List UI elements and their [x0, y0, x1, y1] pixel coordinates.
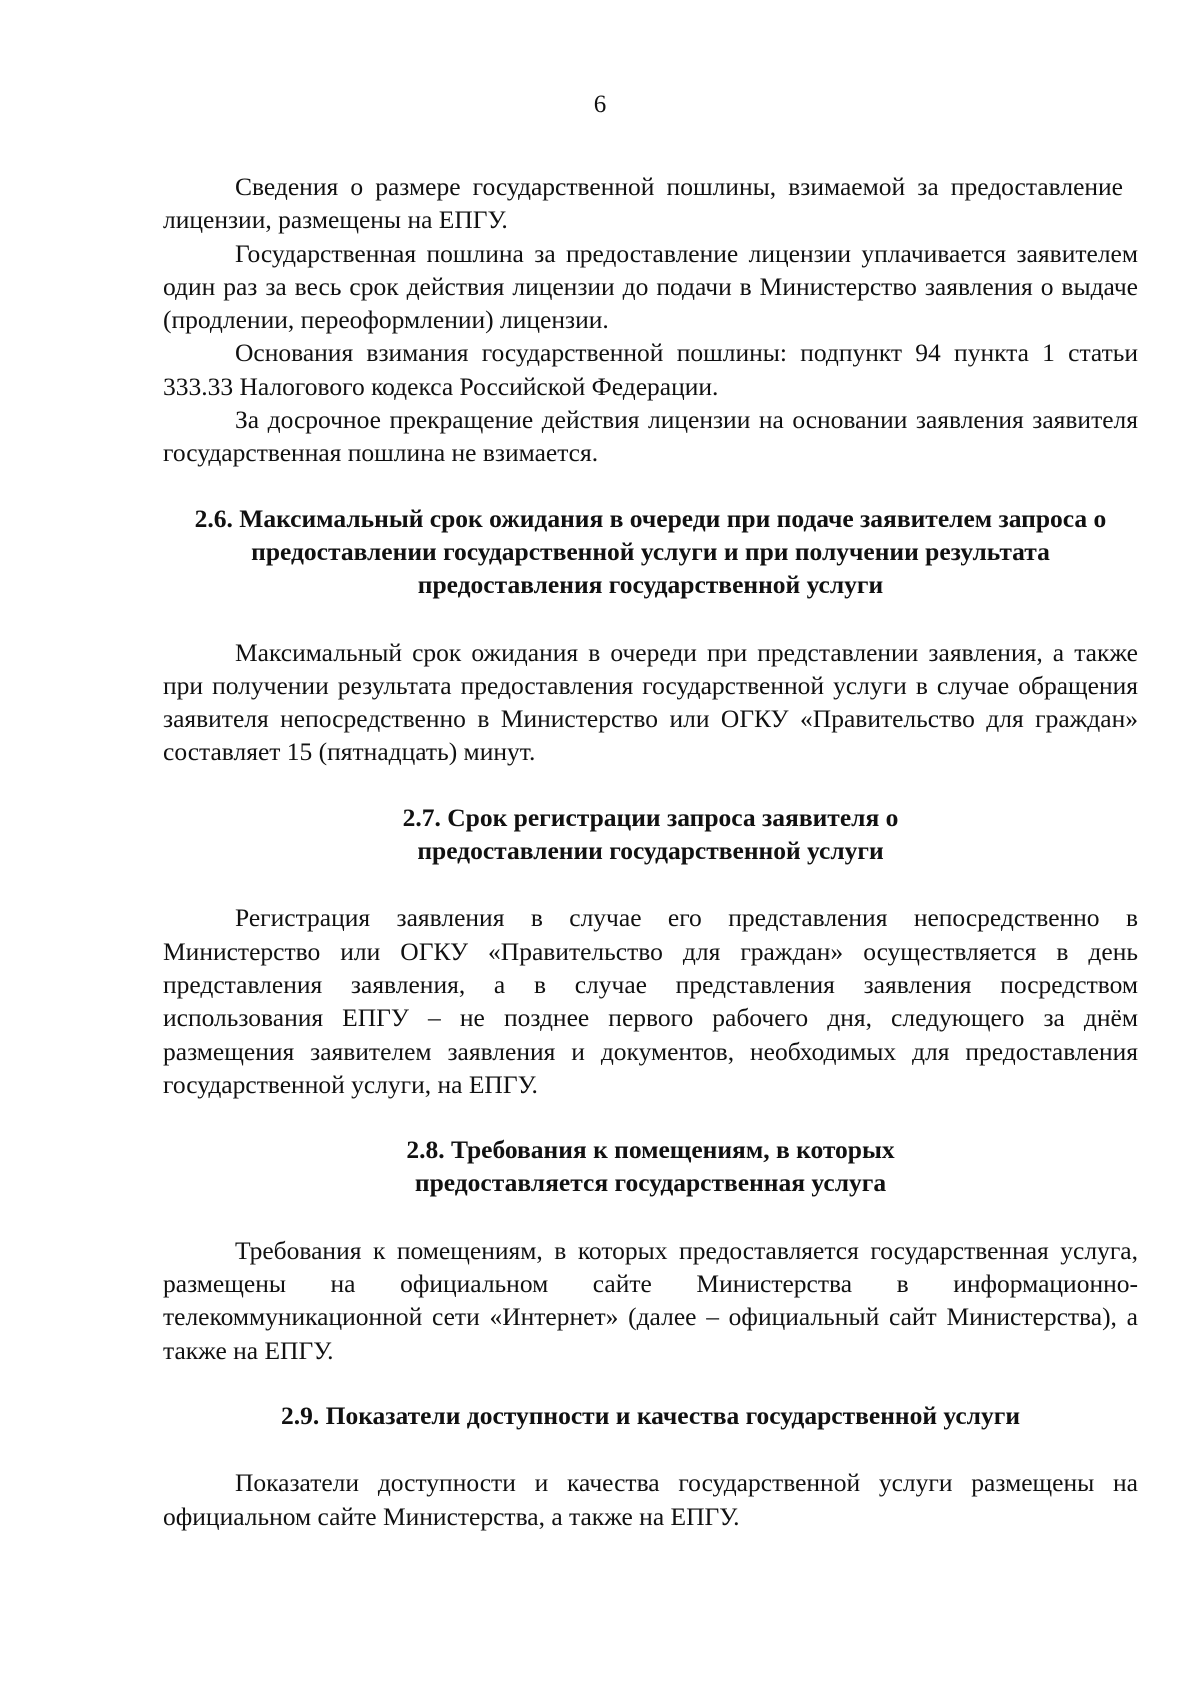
- spacer: [163, 769, 1138, 801]
- spacer: [163, 470, 1138, 502]
- paragraph-queue-time: Максимальный срок ожидания в очереди при представлении заявления, а также при получении результата предоставления государственной услуги в случае обращения заявителя непосредственно в Министерство или ОГКУ «Правительство для граждан» составляет 15 (пятнадцать) минут.: [163, 637, 1138, 767]
- spacer: [163, 1367, 1138, 1399]
- paragraph-early-termination: За досрочное прекращение действия лицензии на основании заявления заявителя государственная пошлина не взимается.: [163, 405, 1138, 468]
- spacer: [163, 1200, 1138, 1234]
- section-heading-2-9: 2.9. Показатели доступности и качества государственной услуги: [280, 1400, 1021, 1430]
- spacer: [163, 602, 1138, 636]
- spacer: [163, 1101, 1138, 1133]
- page-number: 6: [593, 91, 607, 118]
- paragraph-fee-payment: Государственная пошлина за предоставление лицензии уплачивается заявителем один раз за весь срок действия лицензии до подачи в Министерство заявления о выдаче (продлении, переоформлении) лицензии.: [163, 238, 1138, 335]
- document-body: [163, 170, 1138, 1533]
- spacer: [163, 867, 1138, 901]
- spacer: [163, 1432, 1138, 1466]
- section-heading-2-6: 2.6. Максимальный срок ожидания в очереди при подаче заявителем запроса о предоставлении государственной услуги и при получении результата предоставления государственной услуги: [194, 503, 1107, 600]
- paragraph-registration: Регистрация заявления в случае его представления непосредственно в Министерство или ОГКУ «Правительство для граждан» осуществляется в день представления заявления, а в случае представления заявления посредством использования ЕПГУ – не позднее первого рабочего дня, следующего за днём размещения заявителем заявления и документов, необходимых для предоставления государственной услуги, на ЕПГУ.: [163, 903, 1138, 1099]
- paragraph-premises: Требования к помещениям, в которых предоставляется государственная услуга, размещены на официальном сайте Министерства в информационно-телекоммуникационной сети «Интернет» (далее – официальный сайт Министерства), а также на ЕПГУ.: [163, 1235, 1138, 1365]
- section-heading-2-8: 2.8. Требования к помещениям, в которых предоставляется государственная услуга: [406, 1135, 895, 1198]
- paragraph-indicators: Показатели доступности и качества государственной услуги размещены на официальном сайте Министерства, а также на ЕПГУ.: [163, 1468, 1138, 1531]
- paragraph-fee-basis: Основания взимания государственной пошлины: подпункт 94 пункта 1 статьи 333.33 Налогового кодекса Российской Федерации.: [163, 338, 1138, 401]
- paragraph-fee-info: Сведения о размере государственной пошлины, взимаемой за предоставление лицензии, размещены на ЕПГУ.: [163, 172, 1123, 235]
- section-heading-2-7: 2.7. Срок регистрации запроса заявителя о предоставлении государственной услуги: [402, 802, 899, 866]
